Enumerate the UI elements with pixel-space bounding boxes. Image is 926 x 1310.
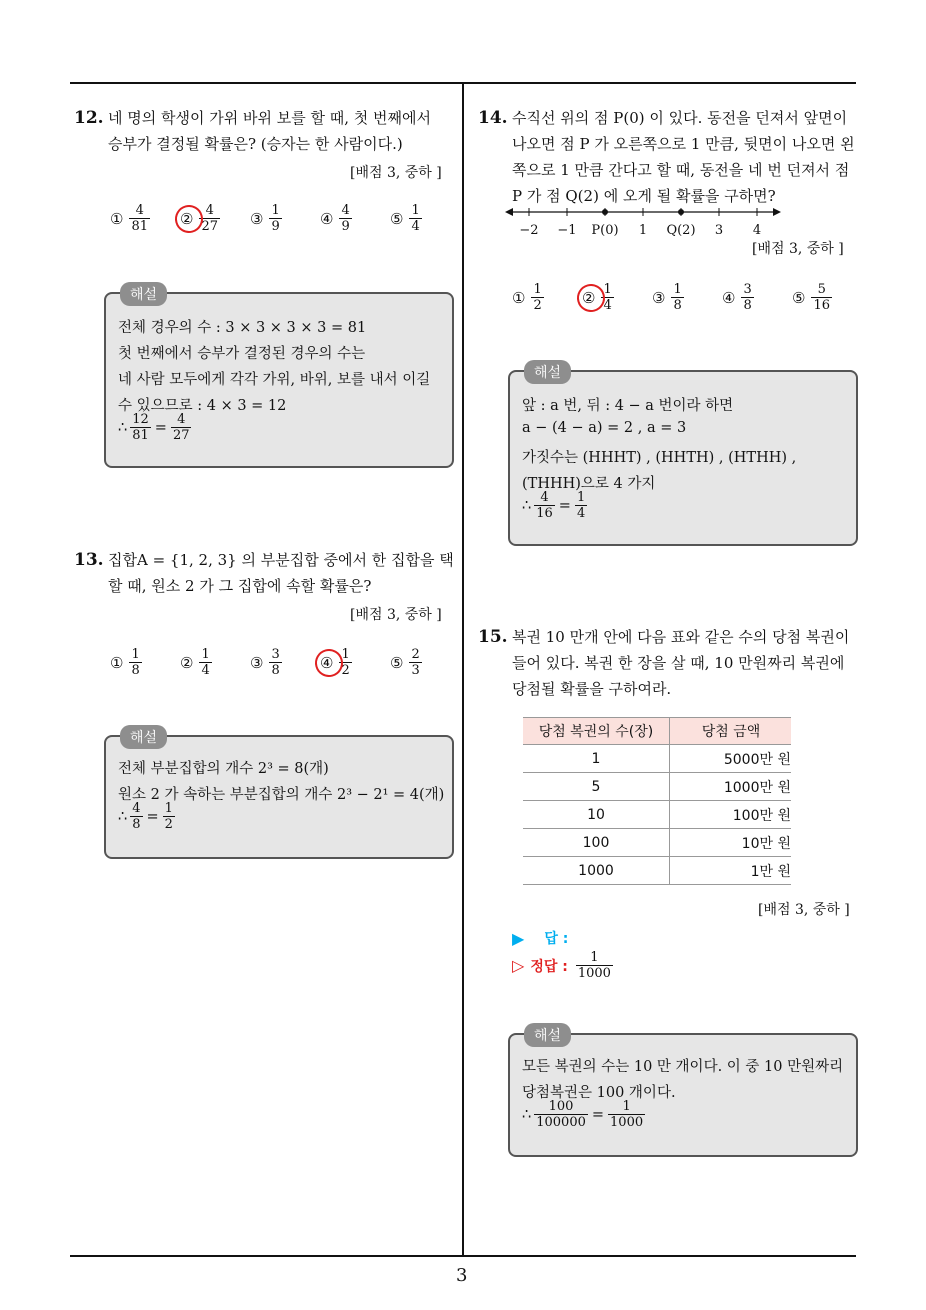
denominator: 4 — [576, 506, 586, 521]
prize-table — [523, 717, 791, 885]
denominator: 9 — [271, 219, 280, 234]
choice-2[interactable] — [180, 203, 250, 234]
fraction — [129, 203, 150, 234]
choice-number: ② — [180, 210, 193, 228]
denominator: 8 — [271, 663, 280, 678]
point-p — [602, 209, 608, 215]
solution-line: 네 사람 모두에게 각각 가위, 바위, 보를 내서 이길 — [118, 372, 431, 388]
question-text — [108, 105, 431, 157]
therefore-symbol: ∴ — [522, 1106, 532, 1123]
grade-label: [배점 3, 중하 ] — [758, 902, 850, 918]
denominator: 2 — [533, 298, 542, 313]
fraction — [339, 203, 351, 234]
equals-sign: = — [558, 497, 571, 514]
table-cell: 100 — [523, 829, 670, 857]
denominator: 3 — [411, 663, 420, 678]
numerator: 3 — [743, 282, 752, 297]
solution-line: 앞 : a 번, 뒤 : 4 − a 번이라 하면 — [522, 398, 734, 414]
choice-5[interactable] — [792, 282, 862, 313]
denominator: 4 — [201, 663, 210, 678]
denominator: 2 — [341, 663, 350, 678]
denominator: 4 — [411, 219, 420, 234]
numerator: 12 — [132, 412, 149, 427]
play-outline-icon: ▷ — [512, 956, 525, 975]
choice-number: ④ — [320, 209, 334, 228]
fraction — [534, 1099, 588, 1130]
fraction — [576, 950, 613, 981]
question-line: 들어 있다. 복권 한 장을 살 때, 10 만원짜리 복권에 — [512, 654, 845, 672]
denominator: 2 — [164, 817, 173, 832]
fraction — [199, 647, 211, 678]
choice-number: ⑤ — [792, 288, 806, 307]
choice-number: ① — [110, 653, 124, 672]
question-text — [512, 624, 849, 702]
denominator: 8 — [131, 663, 140, 678]
point-q — [678, 209, 684, 215]
numerator: 1 — [271, 203, 280, 218]
question-text — [512, 105, 855, 209]
table-row — [523, 773, 791, 801]
table-cell: 1000 — [523, 857, 670, 885]
tick-label: Q(2) — [666, 223, 696, 238]
question-line: 집합A = {1, 2, 3} 의 부분집합 중에서 한 집합을 택 — [108, 551, 454, 569]
tick-label: 3 — [714, 223, 724, 238]
equals-sign: = — [591, 1106, 605, 1123]
solution-result — [118, 412, 191, 443]
solution-box — [104, 730, 454, 859]
numerator: 1 — [576, 490, 586, 505]
choice-number: ④ — [722, 288, 736, 307]
tick-label: P(0) — [591, 223, 619, 238]
denominator: 81 — [131, 219, 148, 234]
numerator: 4 — [177, 412, 186, 427]
table-row — [523, 801, 791, 829]
table-row — [523, 745, 791, 773]
answer-choices — [110, 203, 460, 234]
choice-number: ① — [512, 288, 526, 307]
choice-number: ⑤ — [390, 653, 404, 672]
grade-label: [배점 3, 중하 ] — [350, 165, 442, 181]
table-header: 당첨 금액 — [670, 718, 792, 745]
denominator: 16 — [813, 298, 830, 313]
solution-result — [522, 490, 587, 521]
denominator: 27 — [201, 219, 218, 234]
fraction — [409, 647, 421, 678]
choice-3[interactable] — [652, 282, 722, 313]
numerator: 5 — [817, 282, 826, 297]
choice-2[interactable] — [180, 647, 250, 678]
tick-label: −2 — [519, 223, 539, 238]
therefore-symbol: ∴ — [118, 419, 128, 436]
table-row — [523, 829, 791, 857]
question-line: 나오면 점 P 가 오른쪽으로 1 만큼, 뒷면이 나오면 왼 — [512, 135, 855, 153]
numerator: 1 — [533, 282, 542, 297]
bottom-rule — [70, 1255, 856, 1257]
choice-5[interactable] — [390, 647, 460, 678]
choice-number: ① — [110, 209, 124, 228]
numerator: 1 — [590, 950, 599, 965]
choice-1[interactable] — [512, 282, 582, 313]
fraction — [811, 282, 832, 313]
fraction — [531, 282, 543, 313]
solution-line: 모든 복권의 수는 10 만 개이다. 이 중 10 만원짜리 — [522, 1059, 844, 1075]
numerator: 100 — [548, 1099, 574, 1114]
fraction — [409, 203, 421, 234]
solution-line: 당첨복권은 100 개이다. — [522, 1085, 676, 1101]
column-divider — [462, 82, 464, 1257]
denominator: 1000 — [577, 966, 611, 981]
choice-number: ③ — [250, 209, 264, 228]
answer-choices — [512, 282, 862, 313]
choice-number: ④ — [320, 654, 333, 672]
therefore-symbol: ∴ — [522, 497, 532, 514]
question-line: 수직선 위의 점 P(0) 이 있다. 동전을 던져서 앞면이 — [512, 109, 848, 127]
solution-result — [118, 801, 175, 832]
question-text — [108, 547, 454, 599]
denominator: 4 — [603, 298, 612, 313]
therefore-symbol: ∴ — [118, 808, 128, 825]
play-icon: ▶ — [512, 928, 525, 948]
table-cell: 100만 원 — [670, 801, 792, 829]
arrow-left-icon — [505, 208, 513, 216]
choice-number: ⑤ — [390, 209, 404, 228]
numerator: 1 — [164, 801, 173, 816]
fraction — [171, 412, 192, 443]
choice-5[interactable] — [390, 203, 460, 234]
question-number: 13. — [74, 550, 104, 570]
denominator: 8 — [673, 298, 682, 313]
solution-line: 수 있으므로 : 4 × 3 = 12 — [118, 398, 287, 414]
solution-label: 해설 — [120, 725, 167, 749]
choice-1[interactable] — [110, 203, 180, 234]
solution-line: 전체 경우의 수 : 3 × 3 × 3 × 3 = 81 — [118, 320, 367, 336]
solution-line: 가짓수는 (HHHT) , (HHTH) , (HTHH) , — [522, 450, 797, 466]
fraction — [534, 490, 555, 521]
fraction — [269, 647, 281, 678]
solution-line: (THHH)으로 4 가지 — [522, 476, 656, 492]
question-line: 당첨될 확률을 구하여라. — [512, 680, 672, 698]
question-line: P 가 점 Q(2) 에 오게 될 확률을 구하면? — [512, 187, 776, 205]
tick-label: 1 — [638, 223, 648, 238]
answer-choices — [110, 647, 460, 678]
solution-line: a − (4 − a) = 2 , a = 3 — [522, 420, 687, 436]
fraction — [608, 1099, 645, 1130]
answer-label: 답 : — [544, 931, 569, 947]
correct-answer-row — [512, 950, 613, 981]
table-row — [523, 857, 791, 885]
numerator: 1 — [673, 282, 682, 297]
fraction — [129, 647, 141, 678]
solution-result — [522, 1099, 645, 1130]
fraction — [741, 282, 753, 313]
question-line: 승부가 결정될 확률은? (승자는 한 사람이다.) — [108, 135, 403, 153]
question-line: 쪽으로 1 만큼 간다고 할 때, 동전을 네 번 던져서 점 — [512, 161, 850, 179]
solution-line: 전체 부분집합의 개수 2³ = 8(개) — [118, 761, 329, 777]
choice-number: ③ — [250, 653, 264, 672]
numerator: 4 — [132, 801, 141, 816]
numerator: 4 — [540, 490, 549, 505]
question-number: 15. — [478, 627, 508, 647]
answer-row — [512, 928, 568, 948]
solution-box — [104, 287, 454, 468]
number-line — [505, 202, 785, 242]
question-number: 14. — [478, 108, 508, 128]
denominator: 100000 — [536, 1115, 586, 1130]
choice-4[interactable] — [320, 647, 390, 678]
table-cell: 1 — [523, 745, 670, 773]
numerator: 1 — [603, 282, 612, 297]
numerator: 1 — [622, 1099, 631, 1114]
question-line: 네 명의 학생이 가위 바위 보를 할 때, 첫 번째에서 — [108, 109, 431, 127]
fraction — [269, 203, 281, 234]
choice-3[interactable] — [250, 647, 320, 678]
numerator: 4 — [135, 203, 144, 218]
numerator: 1 — [411, 203, 420, 218]
equals-sign: = — [154, 419, 167, 436]
fraction — [575, 490, 587, 521]
equals-sign: = — [146, 808, 159, 825]
arrow-right-icon — [773, 208, 781, 216]
numerator: 2 — [411, 647, 420, 662]
numerator: 1 — [131, 647, 140, 662]
grade-label: [배점 3, 중하 ] — [350, 607, 442, 623]
solution-label: 해설 — [120, 282, 167, 306]
denominator: 27 — [172, 428, 190, 443]
tick-label: 4 — [752, 223, 762, 238]
solution-line: 원소 2 가 속하는 부분집합의 개수 2³ − 2¹ = 4(개) — [118, 787, 445, 803]
fraction — [130, 801, 142, 832]
denominator: 16 — [536, 506, 553, 521]
choice-4[interactable] — [722, 282, 792, 313]
choice-4[interactable] — [320, 203, 390, 234]
question-line: 할 때, 원소 2 가 그 집합에 속할 확률은? — [108, 577, 372, 595]
table-header: 당첨 복권의 수(장) — [523, 718, 670, 745]
choice-2[interactable] — [582, 282, 652, 313]
denominator: 9 — [341, 219, 350, 234]
choice-number: ② — [582, 289, 595, 307]
denominator: 8 — [132, 817, 141, 832]
numerator: 1 — [341, 647, 350, 662]
numerator: 4 — [205, 203, 214, 218]
table-cell: 10 — [523, 801, 670, 829]
choice-number: ③ — [652, 288, 666, 307]
solution-line: 첫 번째에서 승부가 결정된 경우의 수는 — [118, 346, 366, 362]
fraction — [130, 412, 151, 443]
table-cell: 1000만 원 — [670, 773, 792, 801]
choice-3[interactable] — [250, 203, 320, 234]
choice-number: ② — [180, 653, 194, 672]
numerator: 1 — [201, 647, 210, 662]
question-number: 12. — [74, 108, 104, 128]
tick-label: −1 — [557, 223, 577, 238]
denominator: 81 — [132, 428, 149, 443]
solution-box — [508, 1028, 858, 1157]
solution-box — [508, 365, 858, 546]
table-cell: 5 — [523, 773, 670, 801]
grade-label: [배점 3, 중하 ] — [752, 241, 844, 257]
solution-label: 해설 — [524, 360, 571, 384]
fraction — [671, 282, 683, 313]
denominator: 1000 — [610, 1115, 644, 1130]
numerator: 3 — [271, 647, 280, 662]
table-cell: 5000만 원 — [670, 745, 792, 773]
solution-label: 해설 — [524, 1023, 571, 1047]
question-line: 복권 10 만개 안에 다음 표와 같은 수의 당첨 복권이 — [512, 628, 850, 646]
page-number: 3 — [456, 1265, 468, 1286]
denominator: 8 — [743, 298, 752, 313]
numerator: 4 — [341, 203, 350, 218]
correct-label: 정답 : — [530, 958, 568, 975]
choice-1[interactable] — [110, 647, 180, 678]
table-header-row — [523, 718, 791, 745]
table-cell: 1만 원 — [670, 857, 792, 885]
table-cell: 10만 원 — [670, 829, 792, 857]
fraction — [163, 801, 175, 832]
